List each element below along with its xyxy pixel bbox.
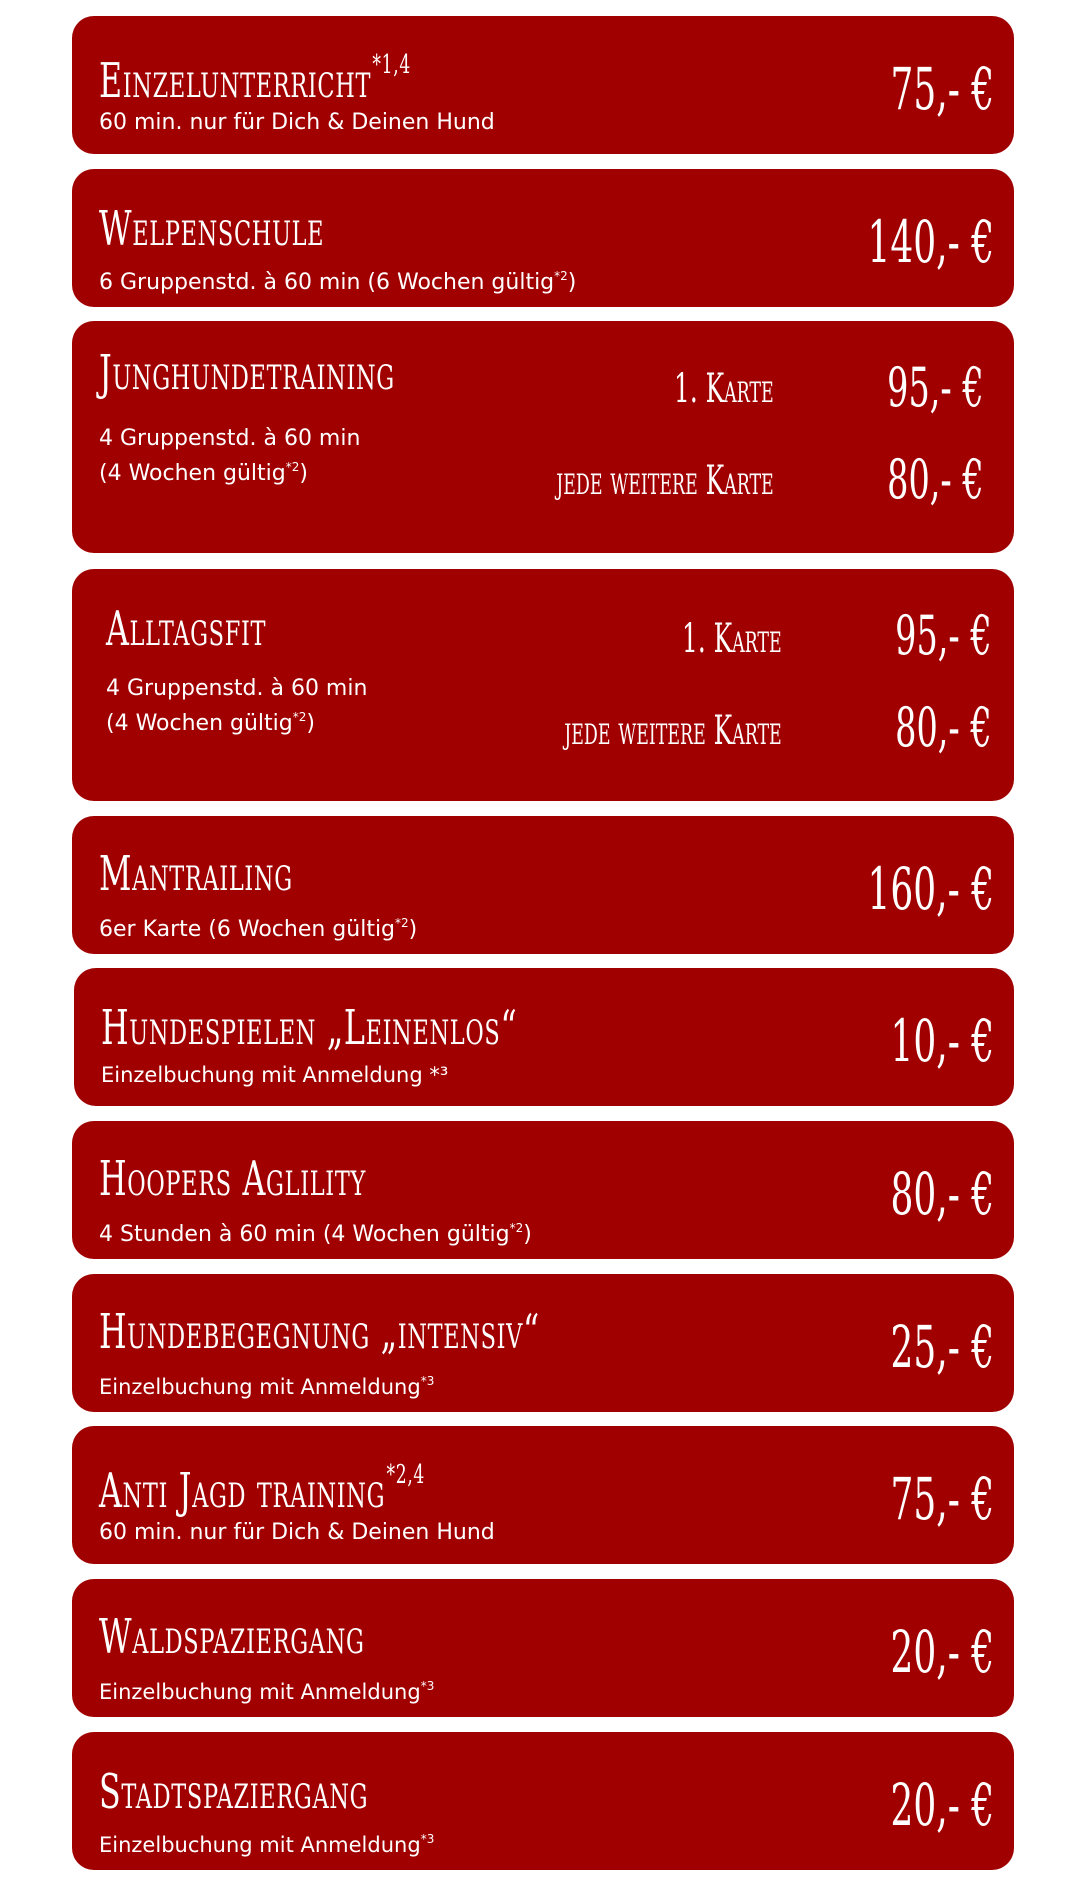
price-card-einzelunterricht <box>72 16 1014 154</box>
price-card-anti-jagd-training <box>72 1426 1014 1564</box>
card-price: 160,- € <box>867 855 994 923</box>
price-each-further-card: 80,- € <box>887 448 984 511</box>
card-subtitle: (4 Wochen gültig$^{*2}$) <box>99 460 308 486</box>
card-subtitle: 4 Stunden à 60 min (4 Wochen gültig$^{*2}$) <box>99 1221 532 1247</box>
price-card-junghundetraining <box>72 321 1014 553</box>
card-price: 20,- € <box>890 1771 994 1839</box>
card-subtitle: 6 Gruppenstd. à 60 min (6 Wochen gültig$^{*2}$) <box>99 269 577 295</box>
card-title: Stadtspaziergang <box>99 1764 369 1820</box>
card-price: 140,- € <box>867 208 994 276</box>
card-subtitle: Einzelbuchung mit Anmeldung *³ <box>101 1063 449 1087</box>
price-card-mantrailing <box>72 816 1014 954</box>
card-subtitle: 4 Gruppenstd. à 60 min <box>99 426 361 451</box>
card-price: 25,- € <box>890 1313 994 1381</box>
card-title: Hundebegegnung „intensiv“ <box>99 1304 540 1360</box>
card-subtitle: Einzelbuchung mit Anmeldung$^{*3}$ <box>99 1679 435 1704</box>
price-card-hundespielen-leinenlos <box>74 968 1014 1106</box>
price-each-further-card: 80,- € <box>895 696 992 759</box>
card-subtitle: 60 min. nur für Dich & Deinen Hund <box>99 110 495 135</box>
card-title: Welpenschule <box>99 201 325 257</box>
price-first-card: 95,- € <box>887 356 984 419</box>
price-card-welpenschule <box>72 169 1014 307</box>
price-label-each-further-card: jede weitere Karte <box>556 458 774 504</box>
price-card-stadtspaziergang <box>72 1732 1014 1870</box>
card-title: Mantrailing <box>99 846 293 902</box>
card-price: 75,- € <box>890 55 994 123</box>
card-price: 10,- € <box>890 1007 994 1075</box>
price-label-first-card: 1. Karte <box>674 366 774 412</box>
card-title: Einzelunterricht$^{*1,4}$ <box>99 50 411 109</box>
card-title: Hundespielen „Leinenlos“ <box>101 1000 518 1056</box>
price-label-each-further-card: jede weitere Karte <box>564 708 782 754</box>
card-subtitle: Einzelbuchung mit Anmeldung$^{*3}$ <box>99 1832 435 1857</box>
card-title: Junghundetraining <box>99 345 395 401</box>
price-card-hundebegegnung-intensiv <box>72 1274 1014 1412</box>
card-title: Anti Jagd training$^{*2,4}$ <box>99 1460 426 1519</box>
price-first-card: 95,- € <box>895 604 992 667</box>
card-subtitle: Einzelbuchung mit Anmeldung$^{*3}$ <box>99 1374 435 1399</box>
card-title-footnote: *2,4 <box>386 1460 426 1490</box>
price-card-alltagsfit <box>72 569 1014 801</box>
card-title: Alltagsfit <box>106 601 267 657</box>
card-subtitle: 60 min. nur für Dich & Deinen Hund <box>99 1520 495 1545</box>
card-price: 80,- € <box>890 1160 994 1228</box>
card-price: 20,- € <box>890 1618 994 1686</box>
price-card-waldspaziergang <box>72 1579 1014 1717</box>
card-title: Waldspaziergang <box>99 1609 365 1665</box>
price-card-hoopers-aglility <box>72 1121 1014 1259</box>
price-label-first-card: 1. Karte <box>682 616 782 662</box>
card-title-footnote: *1,4 <box>372 50 411 80</box>
card-subtitle: 4 Gruppenstd. à 60 min <box>106 676 368 701</box>
card-subtitle: (4 Wochen gültig$^{*2}$) <box>106 710 315 736</box>
card-subtitle: 6er Karte (6 Wochen gültig$^{*2}$) <box>99 916 418 942</box>
card-title: Hoopers Aglility <box>99 1151 366 1207</box>
card-price: 75,- € <box>890 1465 994 1533</box>
